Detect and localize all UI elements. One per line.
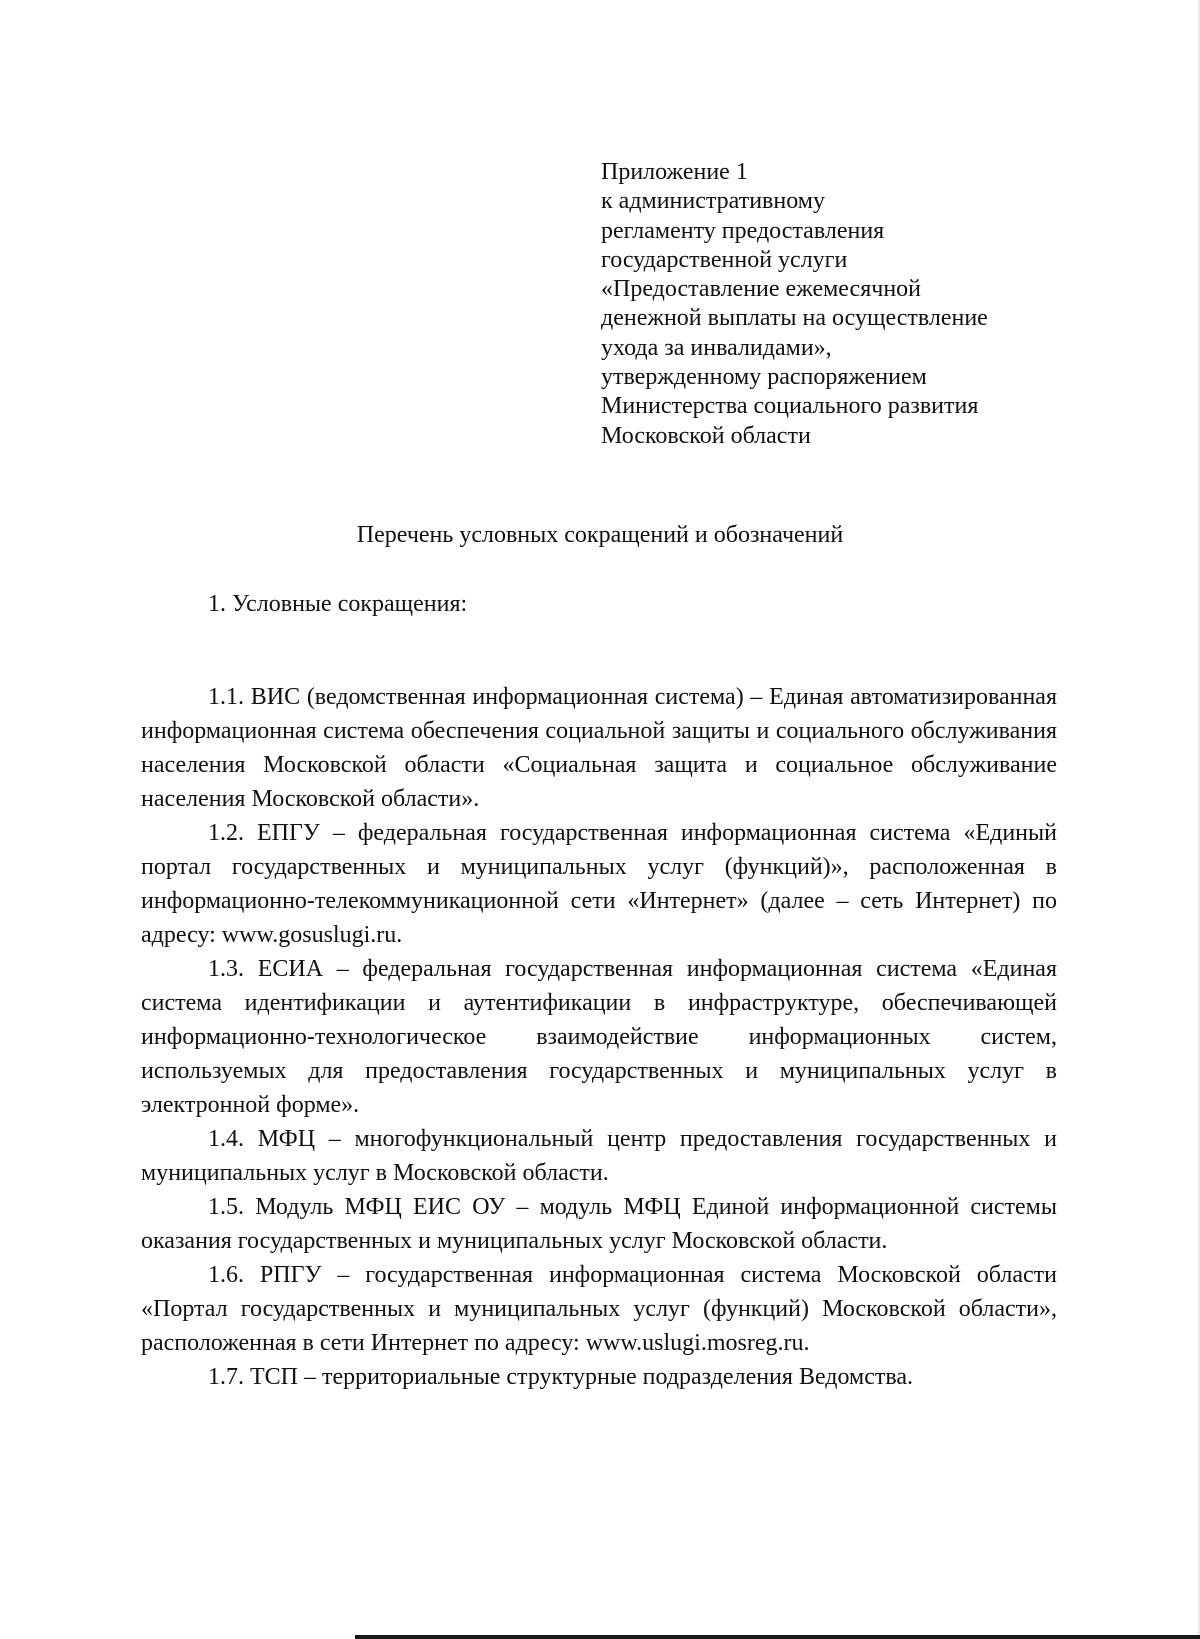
scan-bottom-edge <box>355 1635 1200 1639</box>
appendix-line: к административному <box>601 188 825 215</box>
appendix-line: регламенту предоставления <box>601 217 885 244</box>
abbreviation-item-rpgu: 1.6. РПГУ – государственная информационная система Московской области «Портал государственных и муниципальных услуг (функций) Московской области», расположенная в сети Интернет по адресу: www.uslugi.mosreg.ru. <box>141 1262 1057 1356</box>
abbreviation-item-epgu: 1.2. ЕПГУ – федеральная государственная информационная система «Единый портал государственных и муниципальных услуг (функций)», расположенная в информационно-телекоммуникационной сети «Интернет» (далее – сеть Интернет) по адресу: www.gosuslugi.ru. <box>141 820 1057 948</box>
appendix-line: Московской области <box>601 422 811 449</box>
abbreviation-item-mfc-module: 1.5. Модуль МФЦ ЕИС ОУ – модуль МФЦ Единой информационной системы оказания государственных и муниципальных услуг Московской области. <box>141 1194 1057 1254</box>
appendix-line: ухода за инвалидами», <box>601 334 832 361</box>
abbreviation-item-tsp: 1.7. ТСП – территориальные структурные подразделения Ведомства. <box>208 1364 914 1390</box>
abbreviation-item-vis: 1.1. ВИС (ведомственная информационная система) – Единая автоматизированная информационная система обеспечения социальной защиты и социального обслуживания населения Московской области «Социальная защита и социальное обслуживание населения Московской области». <box>141 684 1057 812</box>
appendix-line: государственной услуги <box>601 246 848 273</box>
appendix-line: Приложение 1 <box>601 159 748 185</box>
document-title: Перечень условных сокращений и обозначений <box>356 522 844 548</box>
appendix-line: утвержденному распоряжением <box>601 364 927 391</box>
appendix-line: Министерства социального развития <box>601 393 979 420</box>
section-heading: 1. Условные сокращения: <box>208 591 468 617</box>
abbreviation-item-esia: 1.3. ЕСИА – федеральная государственная информационная система «Единая система идентификации и аутентификации в инфраструктуре, обеспечивающей информационно-технологическое взаимодействие информационных систем, используемых для предоставления государственных и муниципальных услуг в электронной форме». <box>141 956 1057 1118</box>
appendix-line: денежной выплаты на осуществление <box>601 305 988 332</box>
appendix-line: «Предоставление ежемесячной <box>601 276 922 303</box>
appendix-reference-block <box>601 158 1071 451</box>
abbreviation-list <box>141 680 1057 1394</box>
abbreviation-item-mfc: 1.4. МФЦ – многофункциональный центр предоставления государственных и муниципальных услуг в Московской области. <box>141 1126 1057 1186</box>
